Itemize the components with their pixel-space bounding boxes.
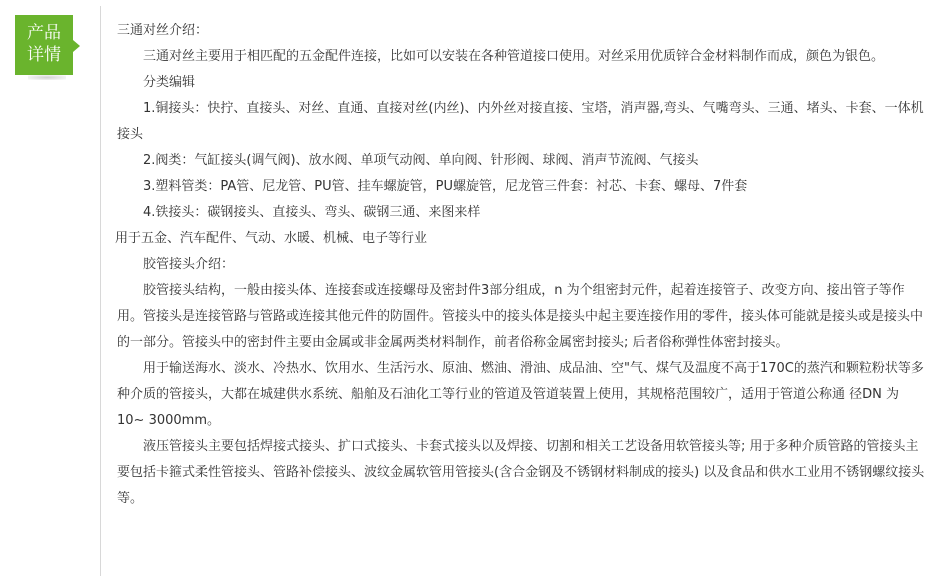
paragraph-hose-structure: 胶管接头结构，一般由接头体、连接套或连接螺母及密封件3部分组成，n 为个组密封元件，起着连接管子、改变方向、接出管子等作用。管接头是连接管路与管路或连接其他元件的防圄件。管接头中的接头体是接头中起主要连接作用的零件，接头体可能就是接头或是接头中的一部分。管接头中的密封件主要由金属或非金属两类材料制作，前者俗称金属密封接头; 后者俗称弹性体密封接头。 [117, 283, 924, 350]
paragraph-tee-intro: 三通对丝主要用于相匹配的五金配件连接，比如可以安装在各种管道接口使用。对丝采用优质锌合金材料制作而成，颜色为银色。 [143, 49, 885, 64]
vertical-divider [100, 6, 101, 576]
category-iron: 4.铁接头：碳钢接头、直接头、弯头、碳钢三通、来图来样 [143, 205, 481, 220]
paragraph-hydraulic: 液压管接头主要包括焊接式接头、扩口式接头、卡套式接头以及焊接、切割和相关工艺设备用软管接头等; 用于多种介质管路的管接头主要包括卡箍式柔性管接头、管路补偿接头、波纹金属软管用管接头(含合金钢及不锈钢材料制成的接头) 以及食品和供水工业用不锈钢螺纹接头等。 [117, 439, 925, 506]
section-heading-hose: 胶管接头介绍： [143, 257, 235, 272]
category-plastic-pipes: 3.塑料管类：PA管、尼龙管、PU管、挂车螺旋管，PU螺旋管，尼龙管三件套：衬芯、卡套、螺母、7件套 [143, 179, 748, 194]
badge-line-1: 产品 [27, 23, 61, 43]
category-copper: 1.铜接头：快拧、直接头、对丝、直通、直接对丝(内丝)、内外丝对接直接、宝塔，消声器,弯头、气嘴弯头、三通、堵头、卡套、一体机接头 [117, 101, 924, 142]
paragraph-hose-uses: 用于输送海水、淡水、冷热水、饮用水、生活污水、原油、燃油、滑油、成品油、空"气、煤气及温度不高于170C的蒸汽和颗粒粉状等多种介质的管接头，大都在城建供水系统、船舶及石油化工等行业的管道及管道装置上使用，其规格范围较广，适用于管道公称通 径DN 为10~ 3000mm。 [117, 361, 924, 428]
product-details-badge [15, 15, 73, 75]
badge-arrow [73, 40, 80, 52]
product-description [117, 18, 925, 512]
section-heading-tee: 三通对丝介绍： [117, 23, 209, 38]
section-heading-categories: 分类编辑 [143, 75, 196, 90]
badge-line-2: 详情 [27, 45, 61, 65]
applications-line: 用于五金、汽车配件、气动、水暖、机械、电子等行业 [115, 231, 428, 246]
badge-shadow [28, 75, 66, 80]
category-valves: 2.阀类：气缸接头(调气阀)、放水阀、单项气动阀、单向阀、针形阀、球阀、消声节流阀、气接头 [143, 153, 699, 168]
